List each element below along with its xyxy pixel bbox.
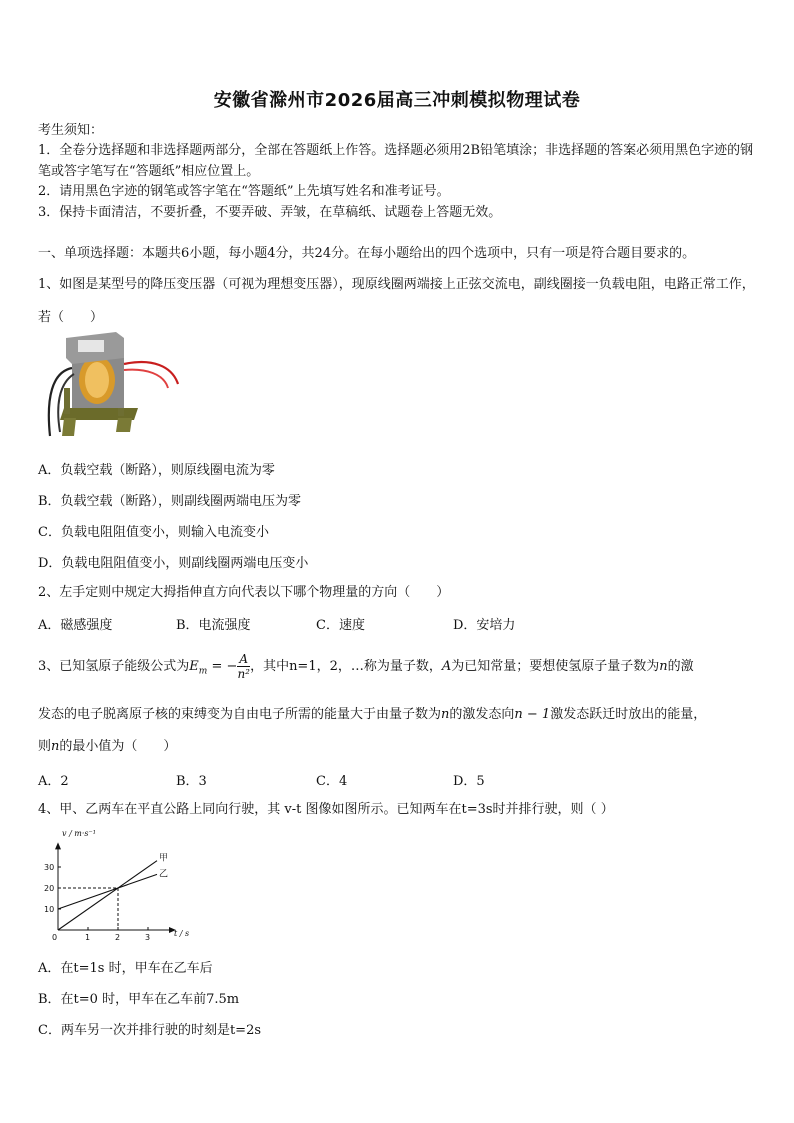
- y-axis-label: v / m·s⁻¹: [62, 829, 96, 838]
- notice-item-1: 1．全卷分选择题和非选择题两部分，全部在答题纸上作答。选择题必须用2B铅笔填涂；非选择题的答案必须用黑色字迹的钢笔或答字笔写在“答题纸”相应位置上。: [38, 143, 754, 179]
- series-line-1: [58, 861, 157, 930]
- question-2-stem: 2、左手定则中规定大拇指伸直方向代表以下哪个物理量的方向（ ）: [38, 585, 450, 600]
- y-tick-label: 10: [44, 905, 55, 914]
- q2-option-b: B．电流强度: [176, 618, 251, 633]
- notice-item-2: 2．请用黑色字迹的钢笔或答字笔在“答题纸”上先填写姓名和准考证号。: [38, 184, 450, 199]
- q4-option-a: A．在t=1s 时，甲车在乙车后: [38, 961, 213, 976]
- q4-option-b: B．在t=0 时，甲车在乙车前7.5m: [38, 992, 240, 1007]
- series-label-1: 甲: [159, 853, 169, 864]
- q1-option-c: C．负载电阻阻值变小，则输入电流变小: [38, 525, 269, 540]
- question-3-line-2: 发态的电子脱离原子核的束缚变为自由电子所需的能量大于由量子数为n的激发态向n − 1激发态跃迁时放出的能量，: [38, 707, 707, 722]
- q1-option-b: B．负载空载（断路），则副线圈两端电压为零: [38, 494, 302, 509]
- q4-option-c: C．两车另一次并排行驶的时刻是t=2s: [38, 1023, 262, 1038]
- x-tick-label: 1: [85, 933, 91, 942]
- q3-option-c: C．4: [316, 774, 348, 789]
- y-tick-label: 30: [44, 863, 55, 872]
- question-1-stem: 1、如图是某型号的降压变压器（可视为理想变压器），现原线圈两端接上正弦交流电，副线圈接一负载电阻，电路正常工作，若（ ）: [38, 277, 755, 325]
- q2-option-c: C．速度: [316, 618, 365, 633]
- section-heading: 一、单项选择题：本题共6小题，每小题4分，共24分。在每小题给出的四个选项中，只有一项是符合题目要求的。: [38, 246, 696, 261]
- series-label-2: 乙: [159, 869, 169, 880]
- series-line-2: [58, 874, 157, 909]
- energy-formula: $E_m$ = − $\frac{A}{\text{n²}}$: [189, 652, 250, 681]
- q3-option-b: B．3: [176, 774, 207, 789]
- q2-option-a: A．磁感强度: [38, 618, 113, 633]
- transformer-image: [42, 328, 192, 444]
- q1-option-a: A．负载空载（断路），则原线圈电流为零: [38, 463, 275, 478]
- q3-option-a: A．2: [38, 774, 69, 789]
- notice-heading: 考生须知：: [38, 123, 104, 138]
- q3-option-d: D．5: [453, 774, 485, 789]
- y-axis-arrow: [55, 842, 61, 849]
- question-3-line-3: 则n的最小值为（ ）: [38, 739, 177, 754]
- x-tick-label: 2: [115, 933, 121, 942]
- vt-graph: [40, 826, 190, 942]
- x-axis-label: t / s: [174, 929, 190, 938]
- page-title: 安徽省滁州市2026届高三冲刺模拟物理试卷: [213, 90, 581, 111]
- q2-option-d: D．安培力: [453, 618, 516, 633]
- question-4-stem: 4、甲、乙两车在平直公路上同向行驶，其 v-t 图像如图所示。已知两车在t=3s时并排行驶，则（ ）: [38, 802, 614, 817]
- x-tick-label: 0: [52, 933, 58, 942]
- question-3-line-1: 3、已知氢原子能级公式为$E_m$ = − $\frac{A}{\text{n²}}$ ，其中n=1，2，…称为量子数，A为已知常量；要想使氢原子量子数为n的激: [38, 652, 694, 681]
- notice-item-3: 3．保持卡面清洁，不要折叠，不要弄破、弄皱，在草稿纸、试题卷上答题无效。: [38, 205, 502, 220]
- x-tick-label: 3: [145, 933, 151, 942]
- q1-option-d: D．负载电阻阻值变小，则副线圈两端电压变小: [38, 556, 309, 571]
- y-tick-label: 20: [44, 884, 55, 893]
